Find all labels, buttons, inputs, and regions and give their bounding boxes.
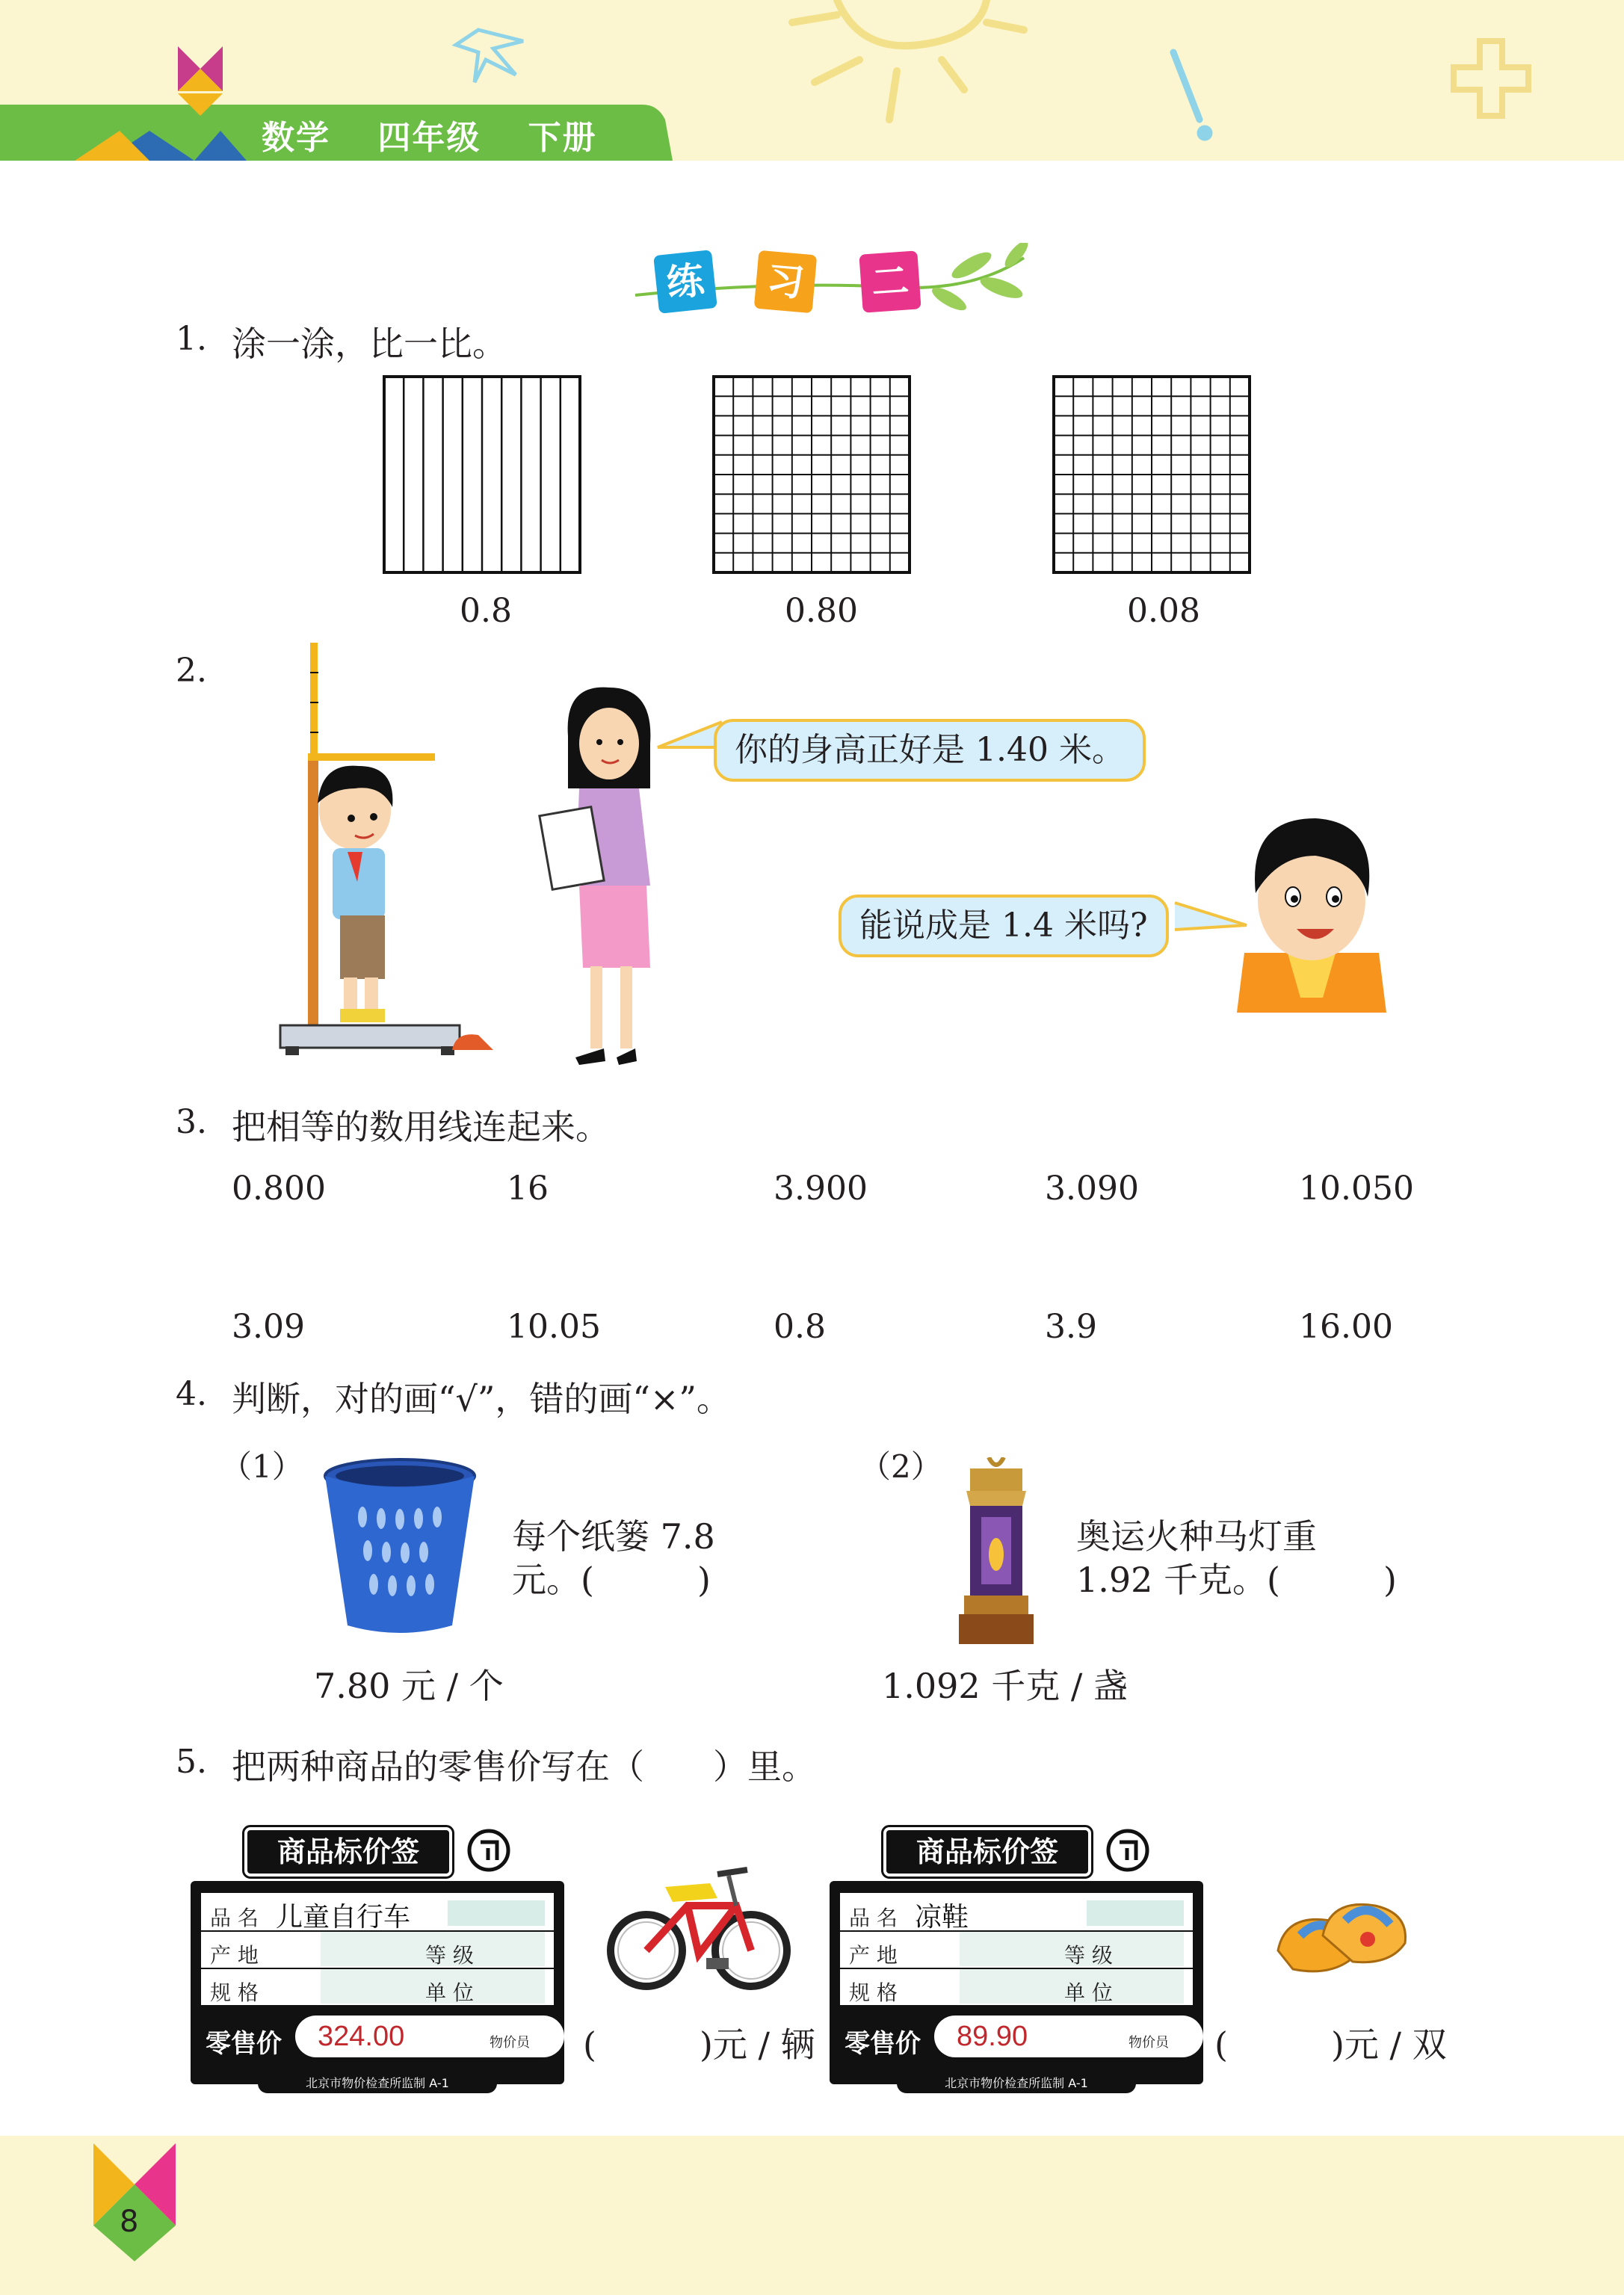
q2-number: 2. [176, 652, 207, 690]
q4-item1-label: （1） [220, 1448, 303, 1485]
sandals-illustration [1271, 1868, 1412, 1980]
q4-item2-label: （2） [859, 1448, 942, 1485]
grid-tenths[interactable] [383, 375, 581, 574]
plus-doodle-icon [1454, 41, 1528, 116]
match-bottom-3[interactable]: 0.8 [774, 1308, 826, 1346]
q4-item1-line1: 每个纸篓 7.8 [512, 1516, 715, 1557]
tag1-unit-label: 单 位 [425, 1980, 474, 2005]
price-tag-1 [191, 1827, 564, 2096]
q4-item2-line1: 奥运火种马灯重 [1076, 1516, 1317, 1557]
price-tag-2-badge-icon [1106, 1829, 1149, 1872]
title-char-lian: 练 [653, 250, 717, 314]
kids-bicycle-illustration [605, 1861, 792, 1992]
match-bottom-5[interactable]: 16.00 [1299, 1308, 1393, 1346]
tag2-price-value: 89.90 [934, 2016, 1203, 2057]
tag1-footer: 北京市物价检查所监制 A-1 [258, 2074, 497, 2093]
grid-label-1: 0.8 [460, 592, 512, 630]
tag2-name-label: 品 名 [849, 1906, 898, 1930]
title-char-er: 二 [859, 250, 921, 312]
header-title [262, 111, 632, 158]
grid-label-3: 0.08 [1127, 592, 1200, 630]
tag2-product-name: 凉鞋 [915, 1902, 969, 1933]
star-doodle-icon [456, 30, 523, 82]
tag2-origin-label: 产 地 [849, 1943, 898, 1968]
tag2-price-label: 零售价 [845, 2029, 921, 2059]
page-tangram-icon [90, 2143, 179, 2263]
tag1-checker-label: 物价员 [490, 2035, 530, 2051]
tag1-name-label: 品 名 [210, 1906, 259, 1930]
tag1-grade-label: 等 级 [425, 1943, 474, 1968]
wastebasket-illustration [321, 1457, 478, 1644]
q5-item1-answer[interactable]: ( )元 / 辆 [583, 2024, 815, 2065]
speech-bubble-teacher: 你的身高正好是 1.40 米。 [714, 719, 1146, 782]
olympic-lantern-illustration [948, 1457, 1045, 1652]
tag1-spec-label: 规 格 [210, 1980, 259, 2005]
q5-number: 5. [176, 1743, 207, 1781]
q1-text: 涂一涂，比一比。 [232, 324, 507, 364]
speech-bubble-boy: 能说成是 1.4 米吗? [839, 895, 1169, 957]
boy-face-illustration [1233, 803, 1390, 1013]
match-bottom-2[interactable]: 10.05 [507, 1308, 601, 1346]
q4-item2-price: 1.092 千克 / 盏 [882, 1666, 1129, 1706]
price-tag-1-badge-icon [467, 1829, 510, 1872]
page-number: 8 [120, 2205, 139, 2239]
q4-item1-price: 7.80 元 / 个 [314, 1666, 504, 1706]
match-top-5[interactable]: 10.050 [1299, 1170, 1414, 1208]
q3-text: 把相等的数用线连起来。 [232, 1107, 610, 1147]
q4-item2-line2[interactable]: 1.92 千克。( ) [1076, 1560, 1397, 1600]
price-tag-1-title: 商品标价签 [244, 1827, 452, 1877]
tag1-price-value: 324.00 [295, 2016, 564, 2057]
tag2-unit-label: 单 位 [1064, 1980, 1113, 2005]
tag1-price-label: 零售价 [206, 2029, 282, 2059]
grid-hundredths-1[interactable] [712, 375, 911, 574]
header-decorations [0, 0, 1624, 161]
match-bottom-1[interactable]: 3.09 [232, 1308, 305, 1346]
tag2-spec-label: 规 格 [849, 1980, 898, 2005]
match-top-3[interactable]: 3.900 [774, 1170, 868, 1208]
q4-text: 判断，对的画“√”，错的画“×”。 [232, 1379, 731, 1419]
q4-item1-line2[interactable]: 元。( ) [512, 1560, 711, 1600]
tag2-footer: 北京市物价检查所监制 A-1 [897, 2074, 1136, 2093]
match-top-1[interactable]: 0.800 [232, 1170, 326, 1208]
price-tag-2-title: 商品标价签 [883, 1827, 1091, 1877]
q1-number: 1. [176, 320, 207, 358]
match-top-2[interactable]: 16 [507, 1170, 549, 1208]
grid-hundredths-2[interactable] [1052, 375, 1251, 574]
q3-number: 3. [176, 1103, 207, 1141]
boy-on-height-scale-illustration [269, 643, 508, 1069]
exclamation-doodle-icon [1173, 52, 1209, 138]
match-top-4[interactable]: 3.090 [1045, 1170, 1139, 1208]
header-subject: 数学 [262, 119, 330, 157]
match-bottom-4[interactable]: 3.9 [1045, 1308, 1097, 1346]
sun-doodle-icon [792, 0, 1024, 120]
tag2-checker-label: 物价员 [1129, 2035, 1169, 2051]
q4-number: 4. [176, 1375, 207, 1413]
tag1-product-name: 儿童自行车 [276, 1902, 411, 1933]
price-tag-2 [830, 1827, 1203, 2096]
title-char-xi: 习 [754, 250, 818, 314]
q5-text: 把两种商品的零售价写在（ ）里。 [232, 1746, 816, 1787]
q5-item2-answer[interactable]: ( )元 / 双 [1214, 2024, 1447, 2065]
grid-label-2: 0.80 [785, 592, 858, 630]
footer-background [0, 2136, 1624, 2295]
header-volume: 下册 [528, 119, 597, 157]
tag2-grade-label: 等 级 [1064, 1943, 1113, 1968]
header-grade: 四年级 [377, 119, 481, 157]
tag1-origin-label: 产 地 [210, 1943, 259, 1968]
